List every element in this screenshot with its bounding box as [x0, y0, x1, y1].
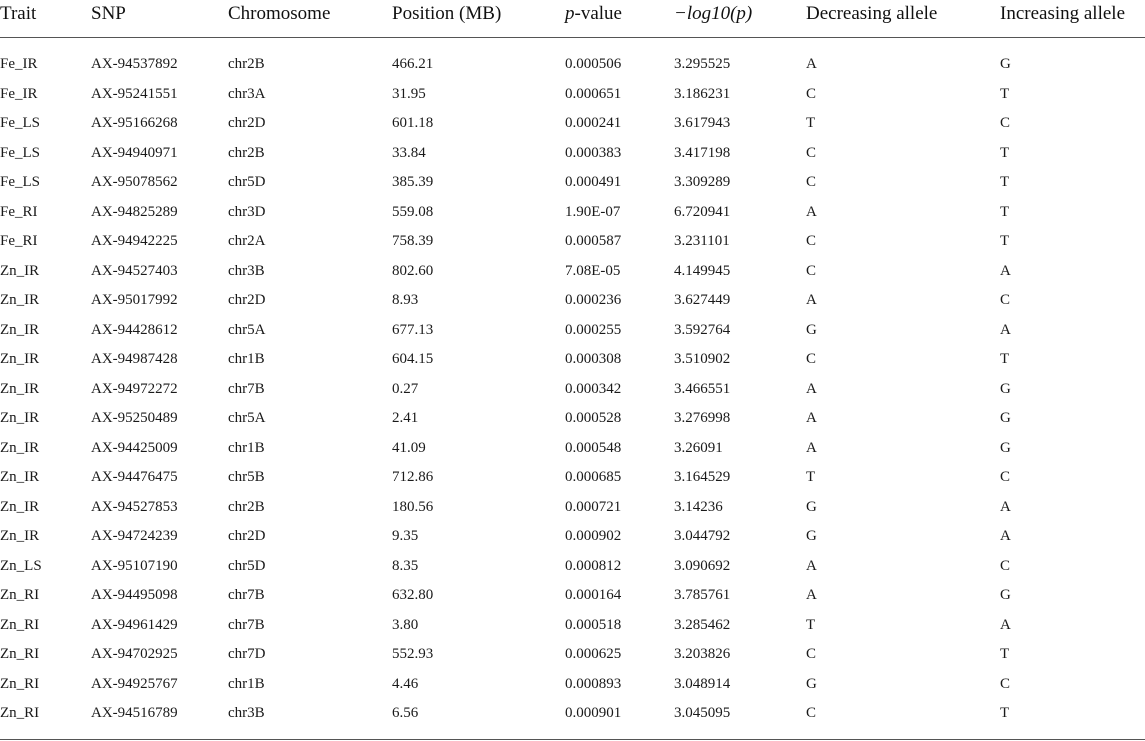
table-row	[0, 375, 1145, 405]
table-row	[0, 198, 1145, 228]
cell-increasing-allele: A	[1000, 528, 1011, 544]
cell-position: 758.39	[392, 233, 434, 249]
cell-chromosome: chr3A	[228, 85, 266, 102]
cell-trait: Zn_IR	[0, 498, 40, 515]
cell-position: 33.84	[392, 144, 426, 161]
cell-chromosome: chr3D	[228, 203, 266, 220]
cell-trait: Zn_LS	[0, 557, 42, 574]
cell-chromosome: chr1B	[228, 351, 265, 367]
cell-snp: AX-94495098	[91, 587, 178, 603]
cell-decreasing-allele: C	[806, 174, 817, 190]
cell-position: 2.41	[392, 410, 419, 426]
cell-decreasing-allele: C	[806, 233, 817, 249]
cell-snp: AX-94972272	[91, 380, 178, 397]
cell-log10p: 3.044792	[674, 528, 731, 544]
cell-snp: AX-95166268	[91, 115, 178, 131]
header-divider	[0, 37, 1145, 38]
cell-decreasing-allele: T	[806, 616, 816, 633]
cell-log10p: 3.309289	[674, 174, 731, 190]
cell-chromosome: chr2A	[228, 233, 266, 249]
header-decreasing-allele: Decreasing allele	[806, 3, 938, 24]
cell-increasing-allele: T	[1000, 85, 1010, 102]
cell-increasing-allele: C	[1000, 115, 1011, 131]
cell-log10p: 3.090692	[674, 557, 731, 574]
cell-log10p: 3.592764	[674, 321, 731, 338]
cell-log10p: 3.627449	[674, 292, 731, 308]
cell-increasing-allele: C	[1000, 292, 1011, 308]
cell-snp: AX-94527403	[91, 262, 178, 279]
cell-pvalue: 7.08E-05	[565, 262, 621, 279]
cell-chromosome: chr5D	[228, 557, 266, 574]
cell-snp: AX-94942225	[91, 233, 178, 249]
cell-increasing-allele: G	[1000, 380, 1011, 397]
cell-increasing-allele: A	[1000, 262, 1011, 279]
header-pvalue	[565, 2, 622, 26]
cell-chromosome: chr2D	[228, 292, 266, 308]
cell-pvalue: 0.000721	[565, 498, 622, 515]
cell-snp: AX-94476475	[91, 469, 178, 485]
cell-pvalue: 0.000528	[565, 410, 622, 426]
cell-chromosome: chr3B	[228, 262, 265, 279]
cell-trait: Zn_IR	[0, 292, 40, 308]
cell-trait: Zn_RI	[0, 587, 40, 603]
cell-decreasing-allele: A	[806, 587, 817, 603]
cell-position: 632.80	[392, 587, 434, 603]
cell-trait: Zn_IR	[0, 380, 40, 397]
cell-chromosome: chr2B	[228, 56, 265, 72]
cell-pvalue: 0.000383	[565, 144, 622, 161]
cell-snp: AX-94825289	[91, 203, 178, 220]
cell-log10p: 3.295525	[674, 56, 731, 72]
cell-snp: AX-94961429	[91, 616, 178, 633]
cell-log10p: 3.510902	[674, 351, 731, 367]
cell-pvalue: 0.000342	[565, 380, 622, 397]
cell-trait: Zn_IR	[0, 410, 40, 426]
cell-increasing-allele: T	[1000, 351, 1010, 367]
cell-log10p: 3.048914	[674, 675, 731, 692]
table-header	[0, 0, 1145, 36]
cell-position: 9.35	[392, 528, 419, 544]
cell-snp: AX-95250489	[91, 410, 178, 426]
cell-decreasing-allele: A	[806, 557, 817, 574]
cell-position: 559.08	[392, 203, 434, 220]
header-log10p: −log10(p)	[674, 3, 753, 24]
cell-pvalue: 0.000164	[565, 587, 622, 603]
table-row	[0, 227, 1145, 257]
cell-chromosome: chr2B	[228, 144, 265, 161]
cell-position: 0.27	[392, 380, 419, 397]
cell-decreasing-allele: C	[806, 262, 817, 279]
table-row	[0, 168, 1145, 198]
table-row	[0, 286, 1145, 316]
table-row	[0, 640, 1145, 670]
cell-position: 41.09	[392, 439, 426, 456]
cell-decreasing-allele: A	[806, 439, 817, 456]
cell-decreasing-allele: A	[806, 292, 817, 308]
cell-trait: Zn_IR	[0, 439, 40, 456]
header-chromosome: Chromosome	[228, 3, 331, 24]
cell-decreasing-allele: T	[806, 469, 816, 485]
cell-snp: AX-94516789	[91, 705, 178, 721]
cell-trait: Zn_RI	[0, 705, 40, 721]
cell-position: 712.86	[392, 469, 434, 485]
cell-position: 8.35	[392, 557, 419, 574]
table-row	[0, 80, 1145, 110]
cell-position: 604.15	[392, 351, 434, 367]
cell-pvalue: 1.90E-07	[565, 203, 621, 220]
cell-decreasing-allele: C	[806, 85, 817, 102]
cell-pvalue: 0.000506	[565, 56, 622, 72]
cell-log10p: 3.466551	[674, 380, 731, 397]
cell-pvalue: 0.000491	[565, 174, 622, 190]
cell-trait: Zn_IR	[0, 321, 40, 338]
cell-trait: Fe_RI	[0, 233, 38, 249]
cell-trait: Zn_RI	[0, 675, 40, 692]
cell-log10p: 4.149945	[674, 262, 731, 279]
cell-position: 8.93	[392, 292, 419, 308]
table-row	[0, 257, 1145, 287]
cell-increasing-allele: T	[1000, 646, 1010, 662]
cell-increasing-allele: A	[1000, 616, 1011, 633]
table-row	[0, 345, 1145, 375]
cell-log10p: 3.285462	[674, 616, 731, 633]
bottom-divider	[0, 739, 1145, 740]
cell-trait: Fe_IR	[0, 56, 38, 72]
cell-position: 31.95	[392, 85, 426, 102]
cell-snp: AX-94724239	[91, 528, 178, 544]
table-row	[0, 434, 1145, 464]
cell-position: 4.46	[392, 675, 419, 692]
cell-log10p: 3.231101	[674, 233, 730, 249]
header-pvalue-suffix: -value	[574, 3, 622, 24]
cell-position: 552.93	[392, 646, 434, 662]
cell-decreasing-allele: C	[806, 144, 817, 161]
cell-chromosome: chr7B	[228, 616, 265, 633]
cell-chromosome: chr5A	[228, 321, 266, 338]
cell-snp: AX-94425009	[91, 439, 178, 456]
cell-pvalue: 0.000241	[565, 115, 622, 131]
cell-snp: AX-95017992	[91, 292, 178, 308]
cell-chromosome: chr7B	[228, 587, 265, 603]
cell-trait: Fe_RI	[0, 203, 38, 220]
cell-trait: Fe_IR	[0, 85, 38, 102]
cell-pvalue: 0.000518	[565, 616, 622, 633]
cell-decreasing-allele: C	[806, 646, 817, 662]
table-row	[0, 670, 1145, 700]
cell-increasing-allele: G	[1000, 56, 1011, 72]
cell-pvalue: 0.000902	[565, 528, 622, 544]
cell-pvalue: 0.000548	[565, 439, 622, 456]
cell-decreasing-allele: G	[806, 675, 817, 692]
cell-position: 180.56	[392, 498, 434, 515]
cell-log10p: 3.26091	[674, 439, 723, 456]
cell-decreasing-allele: A	[806, 380, 817, 397]
table-row	[0, 404, 1145, 434]
cell-chromosome: chr3B	[228, 705, 265, 721]
cell-increasing-allele: T	[1000, 203, 1010, 220]
table-row	[0, 552, 1145, 582]
table-row	[0, 699, 1145, 729]
cell-position: 677.13	[392, 321, 434, 338]
cell-chromosome: chr2B	[228, 498, 265, 515]
cell-trait: Zn_IR	[0, 262, 40, 279]
cell-decreasing-allele: G	[806, 498, 817, 515]
cell-position: 802.60	[392, 262, 434, 279]
cell-increasing-allele: C	[1000, 557, 1011, 574]
cell-snp: AX-95107190	[91, 557, 178, 574]
cell-position: 466.21	[392, 56, 434, 72]
cell-log10p: 6.720941	[674, 203, 731, 220]
cell-pvalue: 0.000651	[565, 85, 622, 102]
cell-trait: Zn_IR	[0, 469, 40, 485]
cell-snp: AX-94925767	[91, 675, 178, 692]
table-row	[0, 316, 1145, 346]
cell-pvalue: 0.000685	[565, 469, 622, 485]
cell-log10p: 3.203826	[674, 646, 731, 662]
header-increasing-allele: Increasing allele	[1000, 3, 1126, 24]
cell-pvalue: 0.000812	[565, 557, 622, 574]
cell-log10p: 3.045095	[674, 705, 731, 721]
cell-snp: AX-94987428	[91, 351, 178, 367]
cell-decreasing-allele: A	[806, 203, 817, 220]
cell-increasing-allele: T	[1000, 144, 1010, 161]
cell-chromosome: chr5D	[228, 174, 266, 190]
table-row	[0, 463, 1145, 493]
cell-decreasing-allele: T	[806, 115, 816, 131]
cell-increasing-allele: A	[1000, 321, 1011, 338]
cell-chromosome: chr5A	[228, 410, 266, 426]
cell-pvalue: 0.000255	[565, 321, 622, 338]
cell-log10p: 3.417198	[674, 144, 731, 161]
header-trait: Trait	[0, 3, 37, 24]
cell-position: 385.39	[392, 174, 434, 190]
cell-snp: AX-94527853	[91, 498, 178, 515]
cell-increasing-allele: G	[1000, 439, 1011, 456]
cell-pvalue: 0.000625	[565, 646, 622, 662]
cell-log10p: 3.164529	[674, 469, 731, 485]
cell-snp: AX-94537892	[91, 56, 178, 72]
cell-increasing-allele: T	[1000, 233, 1010, 249]
cell-log10p: 3.186231	[674, 85, 731, 102]
header-position: Position (MB)	[392, 3, 502, 24]
cell-decreasing-allele: C	[806, 351, 817, 367]
table-row	[0, 50, 1145, 80]
cell-increasing-allele: G	[1000, 587, 1011, 603]
cell-increasing-allele: G	[1000, 410, 1011, 426]
cell-pvalue: 0.000236	[565, 292, 622, 308]
cell-chromosome: chr5B	[228, 469, 265, 485]
cell-increasing-allele: A	[1000, 498, 1011, 515]
cell-pvalue: 0.000587	[565, 233, 622, 249]
cell-snp: AX-94702925	[91, 646, 178, 662]
cell-trait: Zn_RI	[0, 616, 40, 633]
cell-snp: AX-94428612	[91, 321, 178, 338]
cell-snp: AX-95241551	[91, 85, 178, 102]
cell-log10p: 3.14236	[674, 498, 723, 515]
cell-pvalue: 0.000893	[565, 675, 622, 692]
cell-chromosome: chr2D	[228, 528, 266, 544]
cell-decreasing-allele: G	[806, 321, 817, 338]
cell-trait: Zn_RI	[0, 646, 40, 662]
table-row	[0, 493, 1145, 523]
cell-decreasing-allele: C	[806, 705, 817, 721]
cell-increasing-allele: T	[1000, 705, 1010, 721]
cell-snp: AX-94940971	[91, 144, 178, 161]
table-row	[0, 109, 1145, 139]
cell-chromosome: chr1B	[228, 439, 265, 456]
cell-position: 601.18	[392, 115, 434, 131]
cell-increasing-allele: C	[1000, 469, 1011, 485]
cell-trait: Zn_IR	[0, 351, 40, 367]
table-body	[0, 50, 1145, 729]
cell-trait: Zn_IR	[0, 528, 40, 544]
table-row	[0, 522, 1145, 552]
cell-decreasing-allele: A	[806, 410, 817, 426]
cell-chromosome: chr1B	[228, 675, 265, 692]
cell-log10p: 3.785761	[674, 587, 731, 603]
cell-increasing-allele: C	[1000, 675, 1011, 692]
cell-pvalue: 0.000308	[565, 351, 622, 367]
cell-decreasing-allele: G	[806, 528, 817, 544]
cell-trait: Fe_LS	[0, 174, 41, 190]
cell-log10p: 3.276998	[674, 410, 731, 426]
cell-trait: Fe_LS	[0, 115, 41, 131]
cell-chromosome: chr2D	[228, 115, 266, 131]
cell-pvalue: 0.000901	[565, 705, 622, 721]
table-row	[0, 611, 1145, 641]
cell-log10p: 3.617943	[674, 115, 731, 131]
cell-decreasing-allele: A	[806, 56, 817, 72]
table-row	[0, 139, 1145, 169]
header-pvalue-p: p	[565, 3, 575, 24]
cell-snp: AX-95078562	[91, 174, 178, 190]
cell-trait: Fe_LS	[0, 144, 41, 161]
table-row	[0, 581, 1145, 611]
cell-chromosome: chr7B	[228, 380, 265, 397]
cell-chromosome: chr7D	[228, 646, 266, 662]
cell-position: 6.56	[392, 705, 419, 721]
cell-position: 3.80	[392, 616, 419, 633]
header-snp: SNP	[91, 3, 126, 24]
cell-increasing-allele: T	[1000, 174, 1010, 190]
